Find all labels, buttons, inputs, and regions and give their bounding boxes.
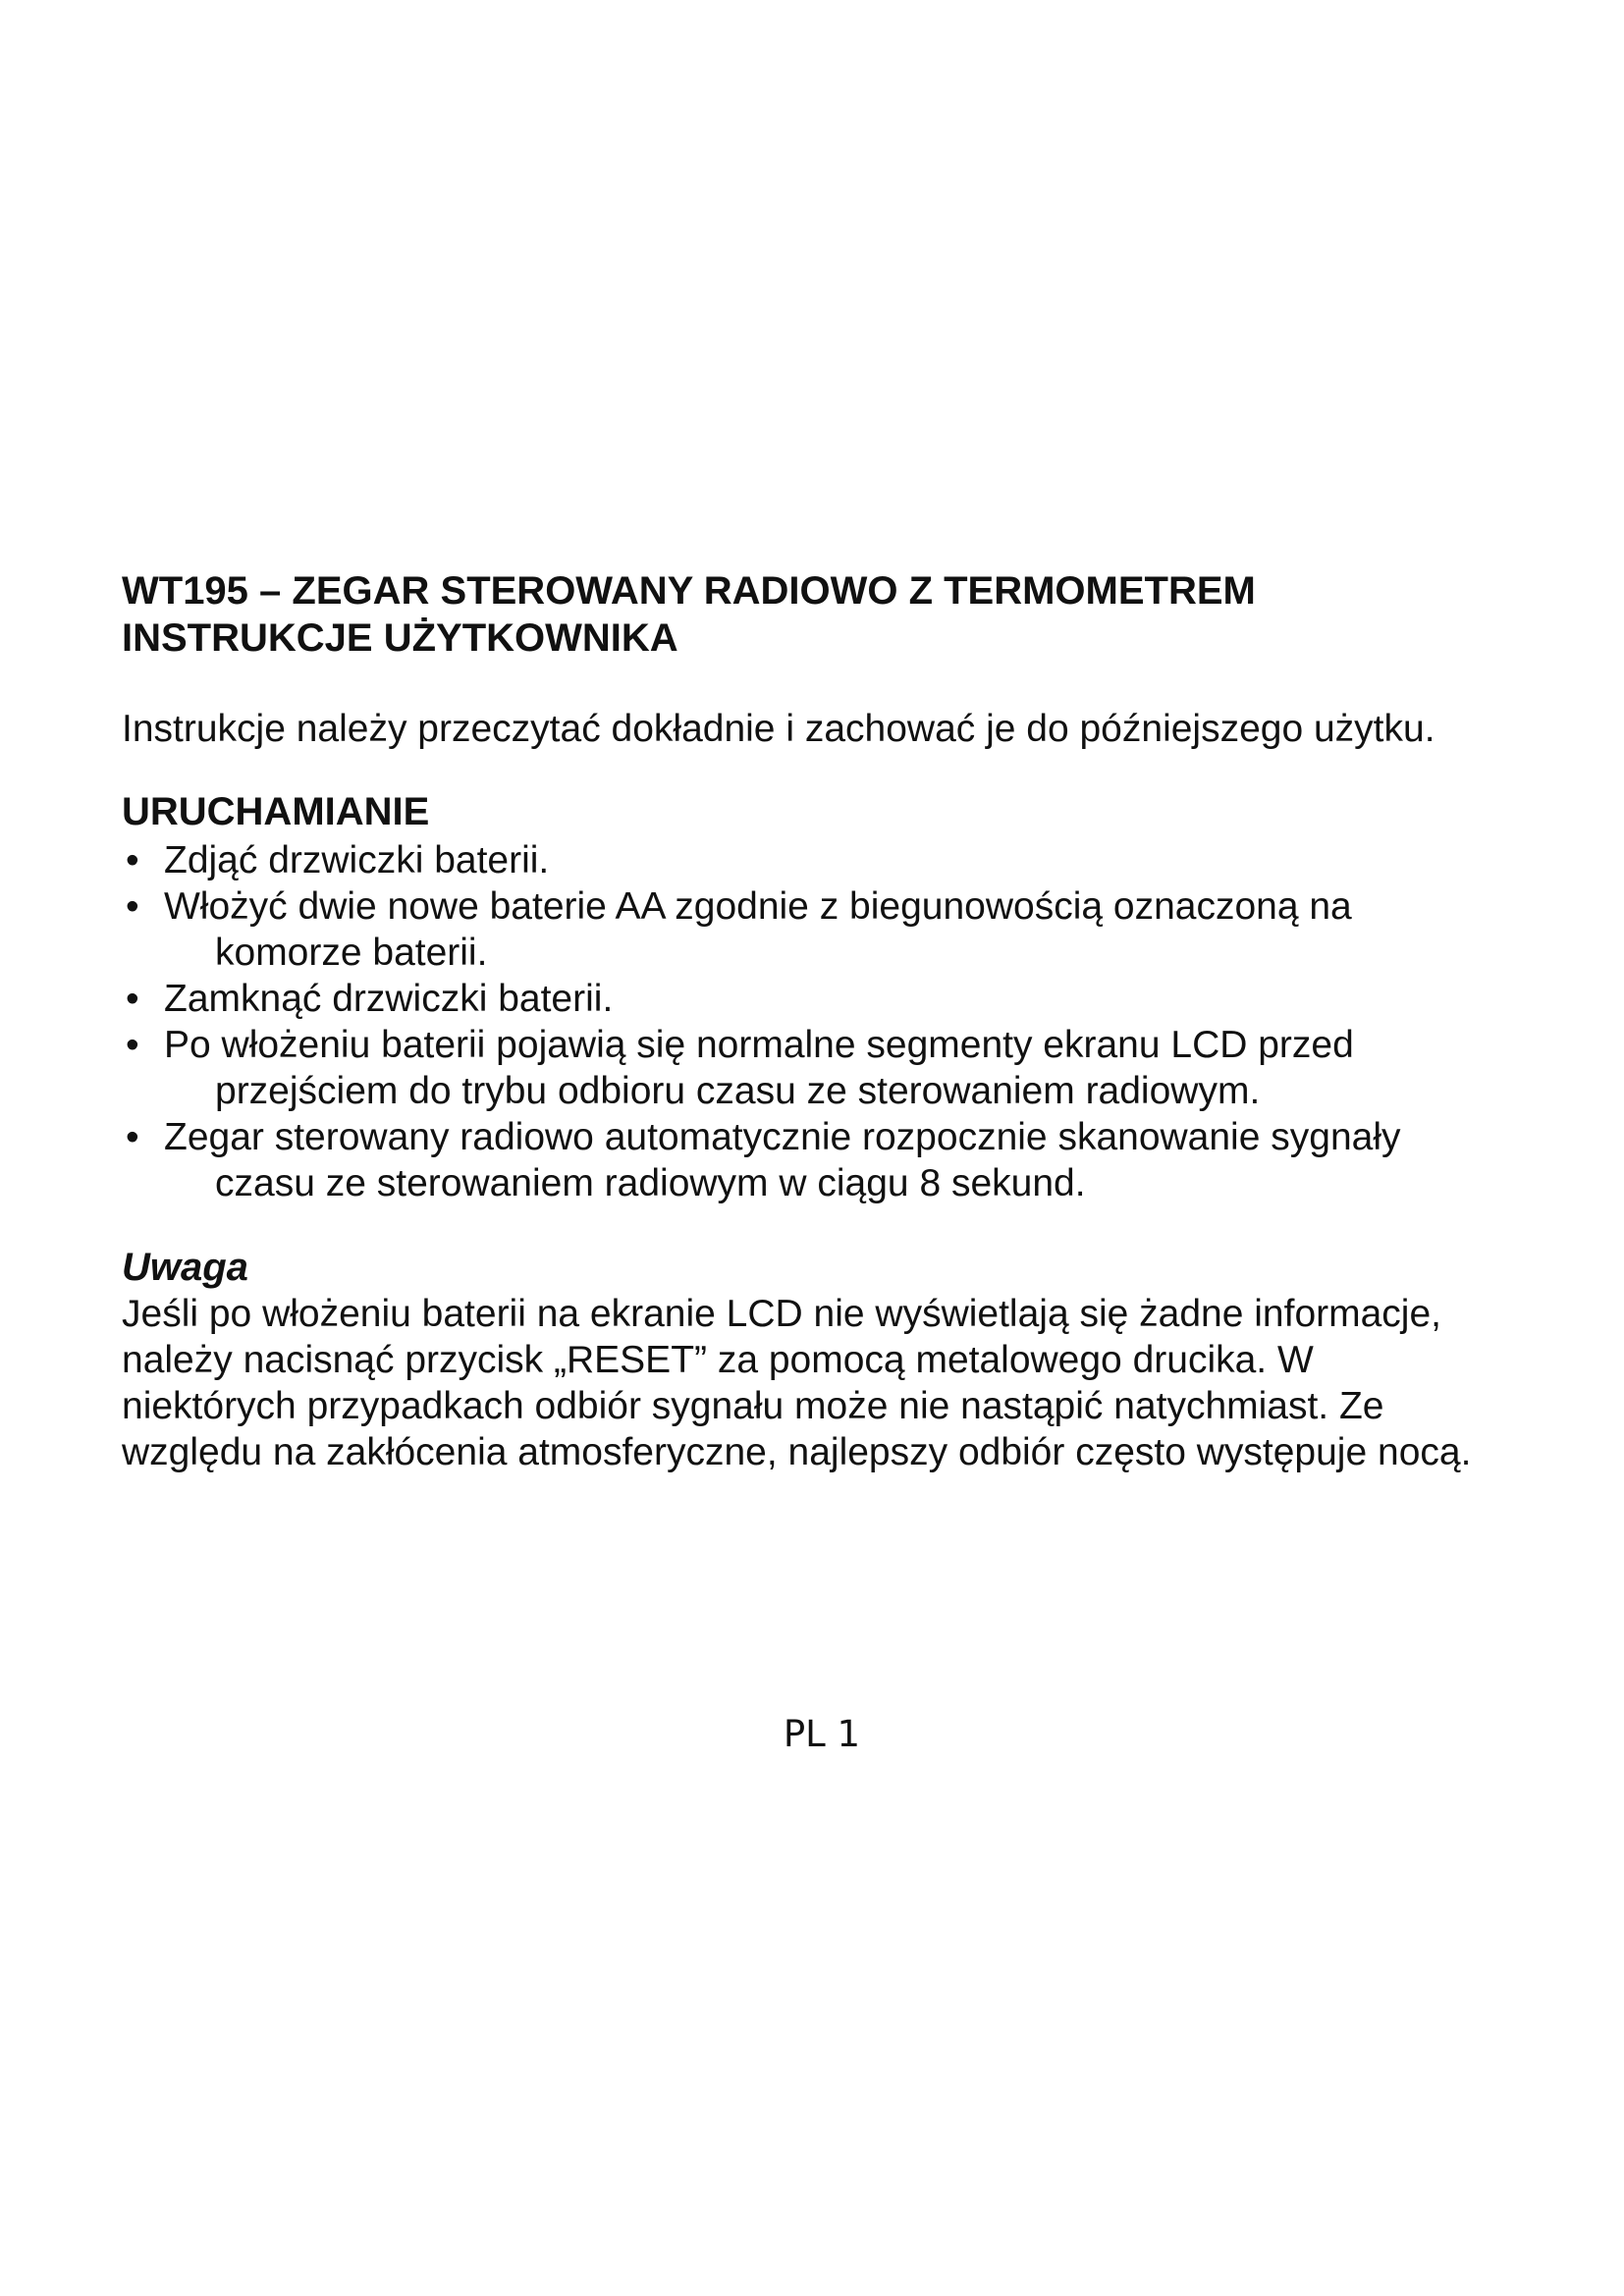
list-item xyxy=(122,883,1496,976)
list-item xyxy=(122,837,1496,883)
list-item-text: Zdjąć drzwiczki baterii. xyxy=(164,839,550,881)
bullet-icon: • xyxy=(126,1116,139,1158)
bullet-icon: • xyxy=(126,885,139,928)
title-line-2: INSTRUKCJE UŻYTKOWNIKA xyxy=(122,616,678,660)
bullet-icon: • xyxy=(126,1024,139,1066)
page-number: PL 1 xyxy=(783,1713,861,1755)
section-heading-startup: URUCHAMIANIE xyxy=(122,790,430,833)
startup-steps-list xyxy=(122,837,1496,1206)
note-paragraph: Jeśli po włożeniu baterii na ekranie LCD nie wyświetlają się żadne informacje, należy nacisnąć przycisk „RESET” za pomocą metalowego drucika. W niektórych przypadkach odbiór sygnału może nie nastąpić natychmiast. Ze względu na zakłócenia atmosferyczne, najlepszy odbiór często występuje nocą. xyxy=(122,1293,1472,1473)
list-item-text: Zamknąć drzwiczki baterii. xyxy=(164,978,614,1020)
bullet-icon: • xyxy=(126,978,139,1020)
bullet-icon: • xyxy=(126,839,139,881)
list-item-text: Zegar sterowany radiowo automatycznie rozpocznie skanowanie sygnały czasu ze sterowaniem radiowym w ciągu 8 sekund. xyxy=(164,1116,1401,1204)
list-item xyxy=(122,976,1496,1022)
list-item xyxy=(122,1114,1496,1206)
list-item-text: Włożyć dwie nowe baterie AA zgodnie z biegunowością oznaczoną na komorze baterii. xyxy=(164,885,1352,974)
list-item xyxy=(122,1022,1496,1114)
intro-paragraph: Instrukcje należy przeczytać dokładnie i zachować je do późniejszego użytku. xyxy=(122,708,1435,750)
note-heading: Uwaga xyxy=(122,1246,248,1289)
document-page xyxy=(122,567,1496,1475)
list-item-text: Po włożeniu baterii pojawią się normalne segmenty ekranu LCD przed przejściem do trybu odbioru czasu ze sterowaniem radiowym. xyxy=(164,1024,1354,1112)
title-line-1: WT195 – ZEGAR STEROWANY RADIOWO Z TERMOMETREM xyxy=(122,569,1256,613)
document-title xyxy=(122,567,1496,662)
